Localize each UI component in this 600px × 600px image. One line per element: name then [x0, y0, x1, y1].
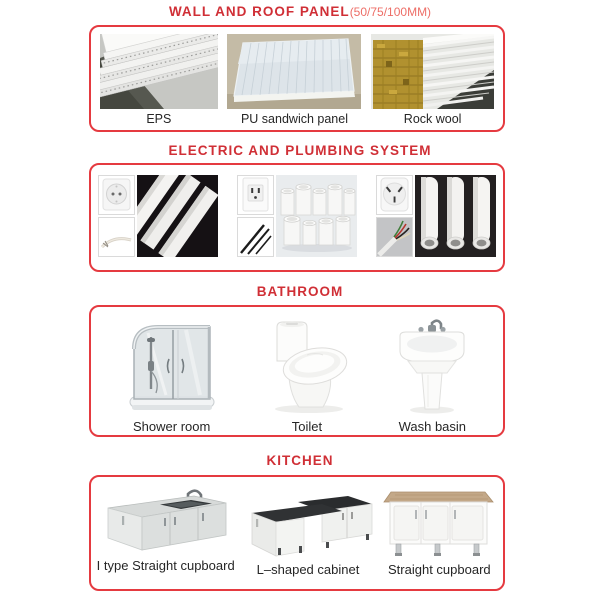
kitchen-item-label: L–shaped cabinet [256, 562, 360, 577]
kitchen-item-label: Straight cupboard [388, 562, 491, 577]
bathroom-item-label: Toilet [291, 419, 323, 434]
kitchen-item-straight [381, 486, 497, 577]
panel-item-label: EPS [146, 112, 172, 126]
bathroom-item-shower [120, 315, 224, 434]
pvc-pipes-vertical-photo [415, 175, 496, 257]
bathroom-item-toilet [261, 315, 353, 434]
au-socket-photo [376, 175, 413, 215]
kitchen-box [89, 475, 505, 591]
wall-roof-panel-box [89, 25, 505, 132]
section-title-electric-plumbing [0, 143, 600, 158]
panel-item-rockwool [371, 34, 494, 126]
bathroom-item-washbasin [390, 315, 474, 434]
bathroom-box [89, 305, 505, 437]
bathroom-item-label: Wash basin [398, 419, 467, 434]
section-title-text: WALL AND ROOF PANEL [168, 4, 350, 19]
pvc-fittings-photo [276, 175, 357, 257]
section-title-bathroom [0, 284, 600, 299]
section-title-kitchen [0, 453, 600, 468]
rock-wool-panels-photo [371, 34, 494, 109]
kitchen-item-label: I type Straight cupboard [96, 558, 235, 573]
pu-sandwich-panel-photo [227, 34, 361, 109]
eu-round-socket-photo [98, 175, 135, 215]
section-title-text: BATHROOM [256, 284, 344, 299]
electric-plumbing-box [89, 163, 505, 272]
kitchen-item-i-type [97, 486, 235, 573]
shower-room-photo [120, 315, 224, 415]
panel-item-label: Rock wool [403, 112, 462, 126]
section-title-wall-roof [0, 4, 600, 19]
stripped-wire-photo [376, 217, 413, 257]
plumbing-group-3 [376, 175, 496, 257]
plumbing-group-1 [98, 175, 218, 257]
black-conduit-rods-photo [237, 217, 274, 257]
white-cable-photo [98, 217, 135, 257]
kitchen-item-l-shaped [242, 486, 374, 577]
panel-item-eps [100, 34, 218, 126]
i-type-straight-cupboard-photo [102, 486, 230, 554]
pvc-pipes-diagonal-photo [137, 175, 218, 257]
wash-basin-photo [390, 315, 474, 415]
section-title-text: KITCHEN [266, 453, 334, 468]
bathroom-item-label: Shower room [133, 419, 211, 434]
panel-item-label: PU sandwich panel [240, 112, 348, 126]
plumbing-group-2 [237, 175, 357, 257]
toilet-photo [261, 315, 353, 415]
l-shaped-cabinet-photo [242, 486, 374, 558]
straight-cupboard-photo [381, 486, 497, 558]
section-title-text: ELECTRIC AND PLUMBING SYSTEM [168, 143, 432, 158]
eps-panels-photo [100, 34, 218, 109]
panel-item-pu [227, 34, 361, 126]
us-socket-photo [237, 175, 274, 215]
section-title-suffix: (50/75/100MM) [349, 5, 432, 19]
